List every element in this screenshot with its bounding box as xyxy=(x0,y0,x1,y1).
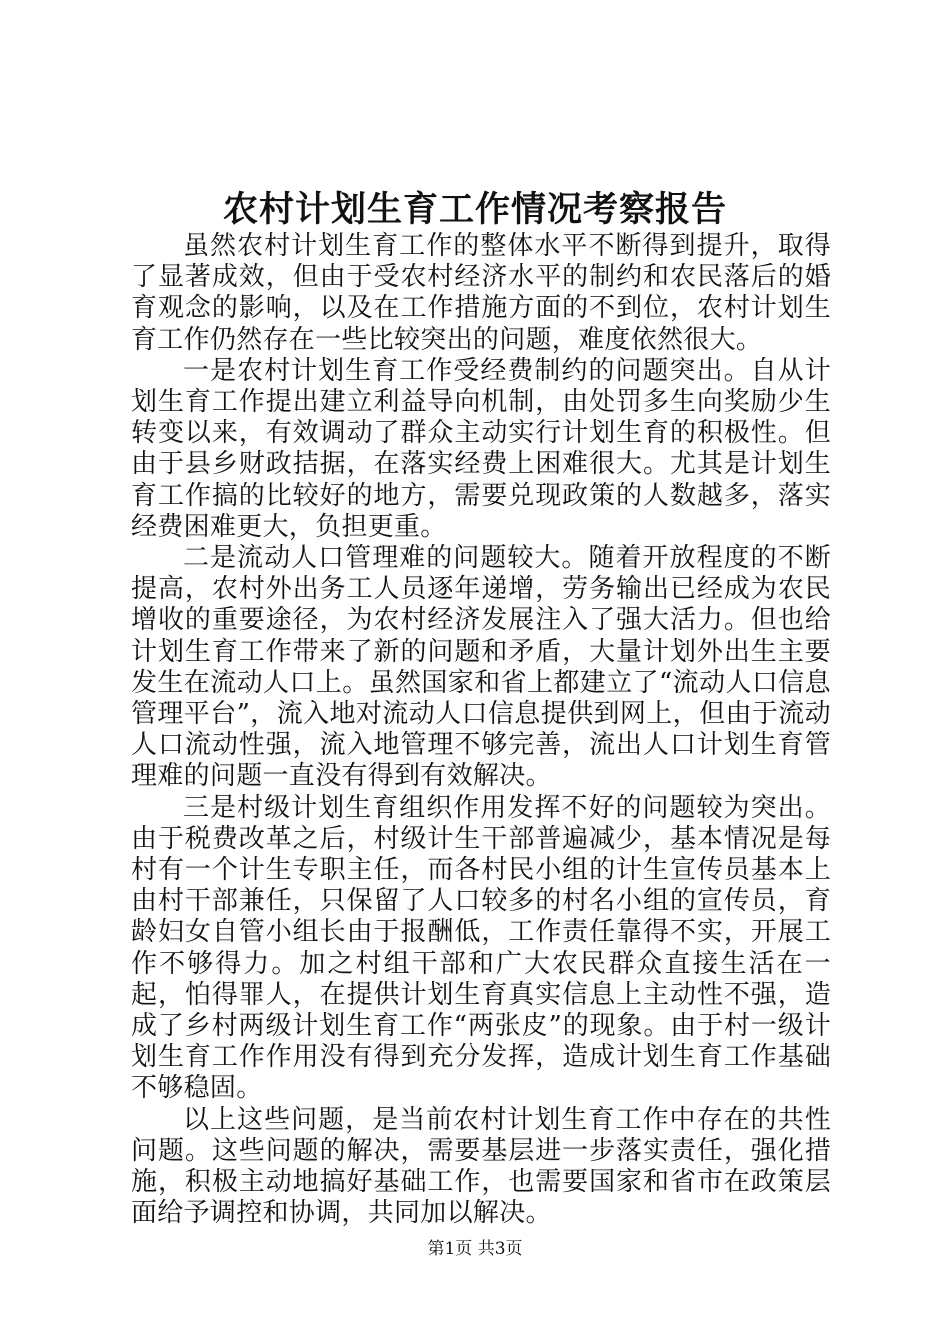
page-number-footer: 第1页 共3页 xyxy=(427,1239,523,1259)
paragraph-migrant-population-issue: 二是流动人口管理难的问题较大。随着开放程度的不断提高，农村外出务工人员逐年递增，劳务输出已经成为农民增收的重要途径，为农村经济发展注入了强大活力。但也给计划生育工作带来了新的问题和矛盾，大量计划外出生主要发生在流动人口上。虽然国家和省上都建立了“流动人口信息管理平台”，流入地对流动人口信息提供到网上，但由于流动人口流动性强，流入地管理不够完善，流出人口计划生育管理难的问题一直没有得到有效解决。 xyxy=(131,543,831,792)
paragraph-funding-issue: 一是农村计划生育工作受经费制约的问题突出。自从计划生育工作提出建立利益导向机制，由处罚多生向奖励少生转变以来，有效调动了群众主动实行计划生育的积极性。但由于县乡财政拮据，在落实经费上困难很大。尤其是计划生育工作搞的比较好的地方，需要兑现政策的人数越多，落实经费困难更大，负担更重。 xyxy=(131,355,831,542)
paragraph-village-organization-issue: 三是村级计划生育组织作用发挥不好的问题较为突出。由于税费改革之后，村级计生干部普遍减少，基本情况是每村有一个计生专职主任，而各村民小组的计生宣传员基本上由村干部兼任，只保留了人口较多的村名小组的宣传员，育龄妇女自管小组长由于报酬低，工作责任靠得不实，开展工作不够得力。加之村组干部和广大农民群众直接生活在一起，怕得罪人，在提供计划生育真实信息上主动性不强，造成了乡村两级计划生育工作“两张皮”的现象。由于村一级计划生育工作作用没有得到充分发挥，造成计划生育工作基础不够稳固。 xyxy=(131,792,831,1104)
paragraph-conclusion: 以上这些问题，是当前农村计划生育工作中存在的共性问题。这些问题的解决，需要基层进一步落实责任，强化措施，积极主动地搞好基础工作，也需要国家和省市在政策层面给予调控和协调，共同加以解决。 xyxy=(131,1104,831,1229)
document-body xyxy=(131,231,831,1230)
document-title: 农村计划生育工作情况考察报告 xyxy=(222,189,727,230)
paragraph-intro: 虽然农村计划生育工作的整体水平不断得到提升，取得了显著成效，但由于受农村经济水平的制约和农民落后的婚育观念的影响，以及在工作措施方面的不到位，农村计划生育工作仍然存在一些比较突出的问题，难度依然很大。 xyxy=(131,231,831,355)
